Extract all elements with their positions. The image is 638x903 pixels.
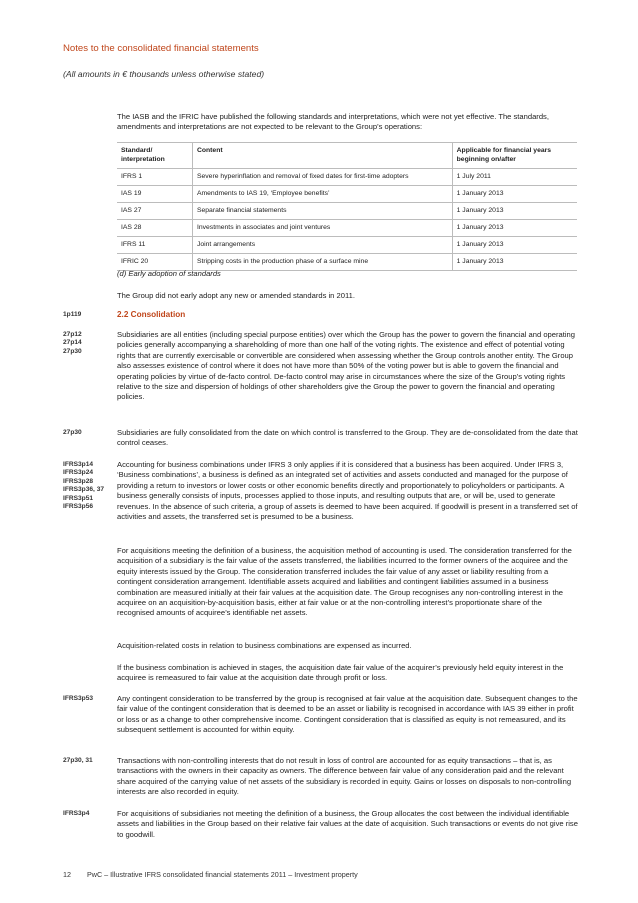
paragraph: If the business combination is achieved in stages, the acquisition date fair value of the acquirer’s previously held equity interest in the acquiree is remeasured to fair value at the acquisition date through profit or loss. bbox=[117, 663, 564, 683]
intro-paragraph: The IASB and the IFRIC have published the following standards and interpretations, which were not yet effective. The standards, amendments and interpretations are not expected to be relevant to the Group’s operations: bbox=[117, 112, 549, 132]
table-header-row bbox=[117, 143, 577, 169]
cell-date: 1 January 2013 bbox=[452, 253, 577, 270]
cell-content: Amendments to IAS 19, ‘Employee benefits’ bbox=[192, 185, 452, 202]
cell-content: Investments in associates and joint ventures bbox=[192, 219, 452, 236]
page-number: 12 bbox=[63, 870, 71, 879]
early-adoption-text: The Group did not early adopt any new or amended standards in 2011. bbox=[117, 291, 355, 300]
column-header-content: Content bbox=[192, 143, 452, 169]
paragraph: Any contingent consideration to be transferred by the group is recognised at fair value at the acquisition date. Subsequent changes to the fair value of the contingent consideration that is deemed to be an asset or liability is recognised in accordance with IAS 39 either in profit or loss or as a change to other comprehensive income. Contingent consideration that is classified as equity is not remeasured, and its subsequent settlement is accounted for within equity. bbox=[117, 694, 578, 735]
cell-standard: IAS 27 bbox=[117, 202, 192, 219]
table-row bbox=[117, 202, 577, 219]
cell-content: Stripping costs in the production phase of a surface mine bbox=[192, 253, 452, 270]
page-title: Notes to the consolidated financial statements bbox=[63, 43, 259, 54]
paragraph: Transactions with non-controlling interests that do not result in loss of control are accounted for as equity transactions – that is, as transactions with the owners in their capacity as owners. The difference between fair value of any consideration paid and the relevant share acquired of the carrying value of net assets of the subsidiary is recorded in equity. Gains or losses on disposals to non-controlling interests are also recorded in equity. bbox=[117, 756, 572, 797]
table-row bbox=[117, 168, 577, 185]
cell-standard: IAS 28 bbox=[117, 219, 192, 236]
cell-standard: IAS 19 bbox=[117, 185, 192, 202]
cell-date: 1 January 2013 bbox=[452, 185, 577, 202]
column-header-standard: Standard/ interpretation bbox=[117, 143, 192, 169]
paragraph: For acquisitions of subsidiaries not meeting the definition of a business, the Group allocates the cost between the individual identifiable assets and liabilities in the Group based on their relative fair values at the date of acquisition. Such transactions or events do not give rise to goodwill. bbox=[117, 809, 578, 839]
paragraph: For acquisitions meeting the definition of a business, the acquisition method of accounting is used. The consideration transferred for the acquisition of a subsidiary is the fair value of the assets transferred, the liabilities incurred to the former owners of the acquiree and the equity interests issued by the Group. The consideration transferred includes the fair value of any asset or liability resulting from a contingent consideration arrangement. Identifiable assets acquired and liabilities and contingent liabilities assumed in a business combination are measured initially at their fair values at the acquisition date. The Group recognises any non-controlling interest in the acquiree on an acquisition-by-acquisition basis, either at fair value or at the non-controlling interest’s proportionate share of the recognised amounts of acquiree’s identifiable net assets. bbox=[117, 546, 572, 618]
cell-content: Joint arrangements bbox=[192, 236, 452, 253]
footer-text: PwC – Illustrative IFRS consolidated financial statements 2011 – Investment property bbox=[87, 870, 358, 879]
margin-reference: 27p30 bbox=[63, 429, 82, 436]
table-row bbox=[117, 219, 577, 236]
paragraph: Acquisition-related costs in relation to business combinations are expensed as incurred. bbox=[117, 641, 412, 650]
paragraph: Subsidiaries are fully consolidated from the date on which control is transferred to the Group. They are de-consolidated from the date that control ceases. bbox=[117, 428, 578, 448]
table-row bbox=[117, 185, 577, 202]
cell-date: 1 January 2013 bbox=[452, 219, 577, 236]
margin-reference: 1p119 bbox=[63, 311, 82, 318]
cell-date: 1 July 2011 bbox=[452, 168, 577, 185]
cell-date: 1 January 2013 bbox=[452, 202, 577, 219]
section-heading: 2.2 Consolidation bbox=[117, 310, 186, 319]
paragraph: Subsidiaries are all entities (including special purpose entities) over which the Group has the power to govern the financial and operating policies generally accompanying a shareholding of more than one half of the voting rights. The existence and effect of potential voting rights that are currently exercisable or convertible are considered when assessing whether the Group controls another entity. The Group also assesses existence of control where it does not have more than 50% of the voting power but is able to govern the financial and operating policies by virtue of de-facto control. De-facto control may arise in circumstances where the size of the Group’s voting rights relative to the size and dispersion of holdings of other shareholders give the Group the power to govern the financial and operating policies. bbox=[117, 330, 576, 402]
margin-reference: IFRS3p53 bbox=[63, 695, 94, 702]
early-adoption-heading: (d) Early adoption of standards bbox=[117, 269, 221, 278]
cell-standard: IFRS 1 bbox=[117, 168, 192, 185]
margin-reference: IFRS3p14 IFRS3p24 IFRS3p28 IFRS3p36, 37 IFRS3p51 IFRS3p56 bbox=[63, 461, 105, 511]
table-row bbox=[117, 236, 577, 253]
standards-table bbox=[117, 142, 577, 271]
cell-standard: IFRS 11 bbox=[117, 236, 192, 253]
table-row bbox=[117, 253, 577, 270]
page-footer bbox=[63, 870, 358, 879]
margin-reference: 27p12 27p14 27p30 bbox=[63, 331, 82, 355]
cell-content: Separate financial statements bbox=[192, 202, 452, 219]
column-header-applicable: Applicable for financial years beginning on/after bbox=[452, 143, 577, 169]
margin-reference: 27p30, 31 bbox=[63, 757, 93, 764]
cell-standard: IFRIC 20 bbox=[117, 253, 192, 270]
page-subtitle: (All amounts in € thousands unless otherwise stated) bbox=[63, 69, 265, 79]
paragraph: Accounting for business combinations under IFRS 3 only applies if it is considered that a business has been acquired. Under IFRS 3, ‘Business combinations’, a business is defined as an integrated set of activities and assets conducted and managed for the purpose of providing a return to investors or lower costs or other economic benefits directly and proportionately to policyholders or participants. A business generally consists of inputs, processes applied to those inputs, and resulting outputs that are, or will be, used to generate revenues. In the absence of such criteria, a group of assets is deemed to have been acquired. If goodwill is present in a transferred set of activities and assets, the transferred set is presumed to be a business. bbox=[117, 460, 578, 522]
margin-reference: IFRS3p4 bbox=[63, 810, 90, 817]
cell-content: Severe hyperinflation and removal of fixed dates for first-time adopters bbox=[192, 168, 452, 185]
cell-date: 1 January 2013 bbox=[452, 236, 577, 253]
